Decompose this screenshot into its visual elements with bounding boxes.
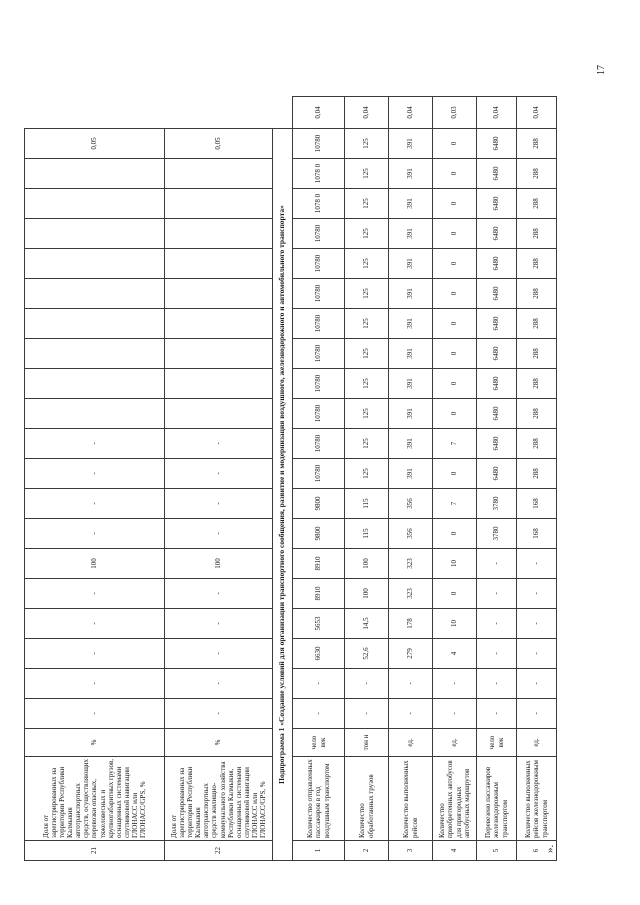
value-cell: 1078 0 — [293, 189, 345, 219]
value-cell: - — [517, 639, 557, 669]
value-cell: 0,04 — [517, 97, 557, 129]
value-cell: 4 — [433, 639, 477, 669]
value-cell: - — [345, 669, 389, 699]
value-cell: 0,04 — [293, 97, 345, 129]
value-cell: - — [517, 699, 557, 729]
value-cell: 6480 — [477, 189, 517, 219]
value-cell: 125 — [345, 309, 389, 339]
row-number: 6 — [517, 841, 557, 861]
value-cell: 125 — [345, 189, 389, 219]
unit-cell: ед. — [389, 729, 433, 757]
value-cell: 0 — [433, 399, 477, 429]
value-cell — [25, 189, 165, 219]
value-cell: 7 — [433, 489, 477, 519]
value-cell: 6480 — [477, 339, 517, 369]
value-cell: 10780 — [293, 429, 345, 459]
value-cell: 115 — [345, 489, 389, 519]
value-cell: 323 — [389, 549, 433, 579]
value-cell: 391 — [389, 249, 433, 279]
value-cell: 125 — [345, 279, 389, 309]
value-cell: 3780 — [477, 519, 517, 549]
indicator-name: Количество приобретенных автобусов для пригородных автобусных маршрутов — [433, 757, 477, 841]
value-cell: 125 — [345, 399, 389, 429]
value-cell: 125 — [345, 429, 389, 459]
row-number: 21 — [25, 841, 165, 861]
value-cell: 10780 — [293, 339, 345, 369]
value-cell — [165, 219, 273, 249]
value-cell: 125 — [345, 369, 389, 399]
value-cell: 391 — [389, 309, 433, 339]
value-cell: 0,05 — [25, 129, 165, 159]
value-cell: - — [165, 669, 273, 699]
value-cell: - — [25, 639, 165, 669]
value-cell: 115 — [345, 519, 389, 549]
value-cell: - — [293, 699, 345, 729]
value-cell: 100 — [165, 549, 273, 579]
value-cell: 288 — [517, 219, 557, 249]
value-cell: 0,05 — [165, 129, 273, 159]
value-cell: 391 — [389, 429, 433, 459]
value-cell: - — [345, 699, 389, 729]
value-cell: - — [25, 669, 165, 699]
value-cell: - — [25, 459, 165, 489]
value-cell — [165, 309, 273, 339]
value-cell: 10 — [433, 549, 477, 579]
value-cell: 9800 — [293, 519, 345, 549]
section-title: Подпрограмма 1 «Создание условий для организации транспортного сообщения, развитие и модернизация воздушного, железнодорожного и автомобильного транспорта» — [273, 129, 293, 861]
value-cell: - — [477, 579, 517, 609]
value-cell: 0 — [433, 219, 477, 249]
indicator-name: Доля от зарегистрированных на территории Республики Калмыкия автотранспортных средств жилищно-коммунального хозяйства Республики Калмыкия, оснащенных системами спутниковой навигации ГЛОНАСС или ГЛОНАСС/GPS, % — [165, 757, 273, 841]
section-row — [273, 97, 293, 861]
table-row — [165, 97, 273, 861]
value-cell: - — [389, 699, 433, 729]
value-cell: 391 — [389, 159, 433, 189]
value-cell: - — [477, 669, 517, 699]
value-cell: - — [165, 639, 273, 669]
value-cell: - — [477, 699, 517, 729]
value-cell: - — [165, 579, 273, 609]
value-cell: 125 — [345, 159, 389, 189]
unit-cell: % — [25, 729, 165, 757]
value-cell: - — [517, 549, 557, 579]
unit-cell: ед. — [433, 729, 477, 757]
value-cell: - — [389, 669, 433, 699]
value-cell: 6630 — [293, 639, 345, 669]
value-cell: 0 — [433, 279, 477, 309]
indicator-name: Количество обработанных грузов — [345, 757, 389, 841]
value-cell: 100 — [25, 549, 165, 579]
value-cell: 356 — [389, 489, 433, 519]
value-cell: 52,6 — [345, 639, 389, 669]
value-cell: 6480 — [477, 249, 517, 279]
row-number: 5 — [477, 841, 517, 861]
value-cell: 288 — [517, 249, 557, 279]
value-cell: 100 — [345, 549, 389, 579]
value-cell — [165, 339, 273, 369]
table-row — [477, 97, 517, 861]
value-cell: 100 — [345, 579, 389, 609]
value-cell: 14,5 — [345, 609, 389, 639]
value-cell: 168 — [517, 489, 557, 519]
value-cell: 6480 — [477, 369, 517, 399]
value-cell: 0,03 — [433, 97, 477, 129]
value-cell: 288 — [517, 129, 557, 159]
value-cell: 288 — [517, 459, 557, 489]
value-cell: 0 — [433, 369, 477, 399]
value-cell: 0 — [433, 129, 477, 159]
value-cell: 3780 — [477, 489, 517, 519]
table-row — [25, 97, 165, 861]
value-cell — [25, 159, 165, 189]
value-cell — [165, 189, 273, 219]
value-cell: 6480 — [477, 399, 517, 429]
value-cell: - — [165, 489, 273, 519]
indicator-name: Количество выполненных рейсов железнодорожным транспортом — [517, 757, 557, 841]
value-cell: 125 — [345, 459, 389, 489]
unit-cell: % — [165, 729, 273, 757]
indicator-name: Количество выполненных рейсов — [389, 757, 433, 841]
value-cell: 391 — [389, 279, 433, 309]
value-cell: 8910 — [293, 549, 345, 579]
value-cell: - — [165, 519, 273, 549]
value-cell: 10780 — [293, 309, 345, 339]
value-cell: - — [517, 669, 557, 699]
value-cell: 168 — [517, 519, 557, 549]
value-cell: 6480 — [477, 309, 517, 339]
value-cell: 8910 — [293, 579, 345, 609]
value-cell: 288 — [517, 339, 557, 369]
value-cell: 391 — [389, 339, 433, 369]
value-cell: 0 — [433, 189, 477, 219]
value-cell: 6480 — [477, 429, 517, 459]
value-cell: - — [477, 549, 517, 579]
row-number: 3 — [389, 841, 433, 861]
value-cell — [25, 399, 165, 429]
row-number: 22 — [165, 841, 273, 861]
value-cell: - — [25, 519, 165, 549]
value-cell: 0 — [433, 309, 477, 339]
unit-cell: чело век — [293, 729, 345, 757]
value-cell: 391 — [389, 459, 433, 489]
value-cell: 5653 — [293, 609, 345, 639]
table-row — [293, 97, 345, 861]
value-cell: 391 — [389, 129, 433, 159]
value-cell: - — [25, 609, 165, 639]
table-row — [517, 97, 557, 861]
value-cell: - — [165, 429, 273, 459]
row-number: 1 — [293, 841, 345, 861]
indicator-table — [24, 96, 557, 861]
unit-cell: тон н — [345, 729, 389, 757]
value-cell: - — [517, 609, 557, 639]
value-cell: 356 — [389, 519, 433, 549]
value-cell: - — [165, 459, 273, 489]
value-cell: 6480 — [477, 129, 517, 159]
value-cell: 0 — [433, 159, 477, 189]
value-cell: - — [25, 429, 165, 459]
value-cell: 10780 — [293, 459, 345, 489]
indicator-name: Доля от зарегистрированных на территории Республики Калмыкия автотранспортных средств, осуществляющих перевозки опасных, тяжеловесных и крупногабаритных грузов, оснащенных системами спутниковой навигации ГЛОНАСС или ГЛОНАСС/GPS, % — [25, 757, 165, 841]
indicator-name: Количество отправленных пассажиров в год воздушным транспортом — [293, 757, 345, 841]
value-cell: 125 — [345, 339, 389, 369]
value-cell: 10780 — [293, 279, 345, 309]
value-cell: 0 — [433, 579, 477, 609]
value-cell — [165, 249, 273, 279]
value-cell: 0 — [433, 459, 477, 489]
value-cell — [25, 249, 165, 279]
value-cell: 391 — [389, 369, 433, 399]
value-cell: - — [517, 579, 557, 609]
value-cell: 10780 — [293, 219, 345, 249]
value-cell: 6480 — [477, 159, 517, 189]
value-cell: - — [25, 579, 165, 609]
value-cell — [25, 309, 165, 339]
value-cell — [25, 219, 165, 249]
value-cell: 323 — [389, 579, 433, 609]
value-cell: 391 — [389, 219, 433, 249]
value-cell: 288 — [517, 189, 557, 219]
value-cell: 1078 0 — [293, 159, 345, 189]
value-cell: 0 — [433, 519, 477, 549]
table-row — [433, 97, 477, 861]
value-cell: 6480 — [477, 279, 517, 309]
value-cell: 10 — [433, 609, 477, 639]
value-cell: - — [25, 489, 165, 519]
value-cell: 391 — [389, 399, 433, 429]
row-number: 2 — [345, 841, 389, 861]
value-cell: 9800 — [293, 489, 345, 519]
value-cell: 288 — [517, 159, 557, 189]
value-cell — [165, 279, 273, 309]
value-cell: 125 — [345, 219, 389, 249]
value-cell: 288 — [517, 309, 557, 339]
value-cell: - — [165, 609, 273, 639]
value-cell — [165, 369, 273, 399]
value-cell: 391 — [389, 189, 433, 219]
value-cell: - — [477, 609, 517, 639]
value-cell: 10780 — [293, 399, 345, 429]
table-row — [389, 97, 433, 861]
value-cell: 125 — [345, 249, 389, 279]
value-cell: 288 — [517, 429, 557, 459]
value-cell: - — [25, 699, 165, 729]
value-cell: - — [433, 699, 477, 729]
value-cell: 7 — [433, 429, 477, 459]
value-cell: 288 — [517, 399, 557, 429]
value-cell — [25, 339, 165, 369]
value-cell: 0,04 — [345, 97, 389, 129]
value-cell: 288 — [517, 369, 557, 399]
table-row — [345, 97, 389, 861]
value-cell — [165, 399, 273, 429]
unit-cell: чело век — [477, 729, 517, 757]
value-cell: 0 — [433, 339, 477, 369]
value-cell: 10780 — [293, 249, 345, 279]
page-number: 17 — [596, 65, 607, 75]
value-cell: 0 — [433, 249, 477, 279]
value-cell: 0,04 — [477, 97, 517, 129]
value-cell: - — [165, 699, 273, 729]
value-cell: 288 — [517, 279, 557, 309]
value-cell: 10780 — [293, 369, 345, 399]
indicator-name: Перевезено пассажиров железнодорожным транспортом — [477, 757, 517, 841]
value-cell: 10780 — [293, 129, 345, 159]
value-cell: - — [433, 669, 477, 699]
closing-quote: ». — [544, 844, 556, 853]
value-cell: 0,04 — [389, 97, 433, 129]
value-cell: - — [293, 669, 345, 699]
value-cell: - — [477, 639, 517, 669]
value-cell: 178 — [389, 609, 433, 639]
row-number: 4 — [433, 841, 477, 861]
value-cell — [25, 369, 165, 399]
value-cell — [165, 159, 273, 189]
value-cell: 279 — [389, 639, 433, 669]
value-cell: 125 — [345, 129, 389, 159]
value-cell: 6480 — [477, 219, 517, 249]
value-cell — [25, 279, 165, 309]
unit-cell: ед. — [517, 729, 557, 757]
value-cell: 6480 — [477, 459, 517, 489]
